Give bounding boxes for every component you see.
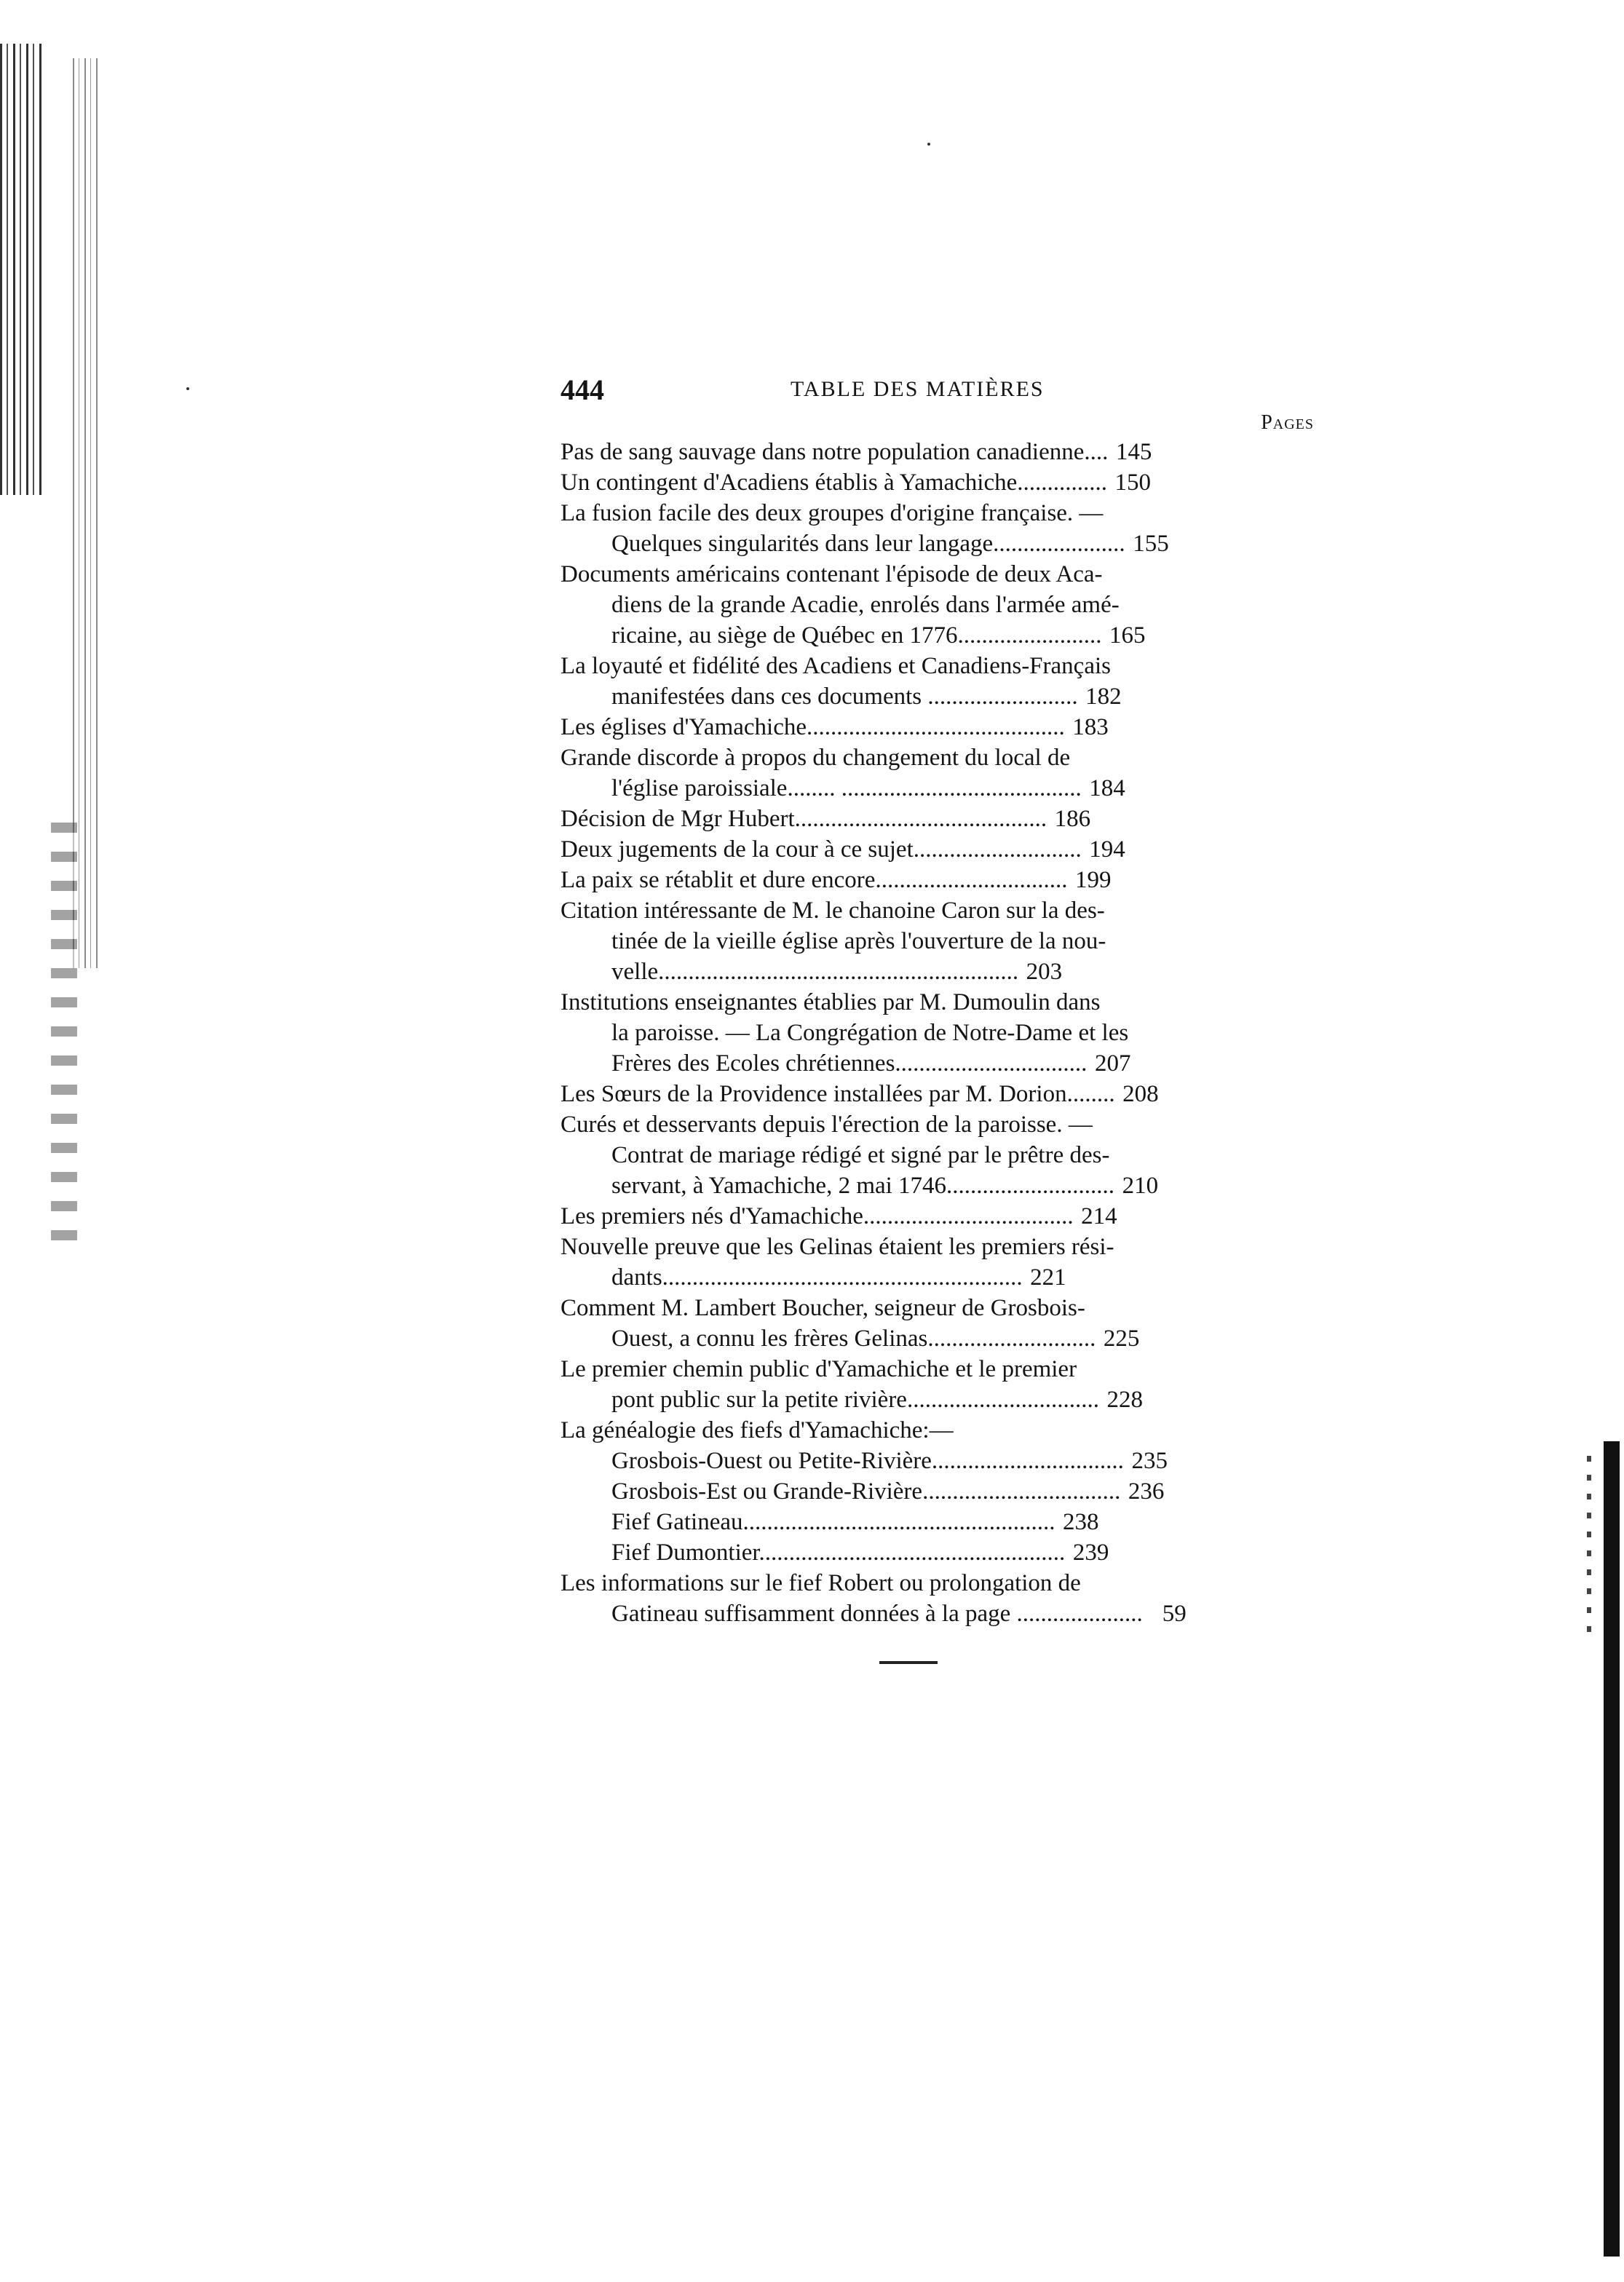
running-title: TABLE DES MATIÈRES <box>791 377 1045 401</box>
toc-page-number: 235 <box>1131 1448 1168 1474</box>
toc-entry <box>561 559 1314 651</box>
toc-entry-text: La fusion facile des deux groupes d'origine française. — <box>561 500 1104 526</box>
toc-entry-text: Fief Dumontier................................................... <box>611 1540 1066 1566</box>
toc-entry-text: tinée de la vieille église après l'ouverture de la nou- <box>611 928 1106 954</box>
toc-line <box>561 559 1314 590</box>
book-page <box>561 373 1314 1664</box>
toc-line <box>561 1201 1314 1232</box>
scan-binding-edge <box>0 44 44 495</box>
toc-page-number: 165 <box>1109 622 1146 649</box>
toc-entry-text: velle............................................................ <box>611 959 1019 985</box>
toc-page-number: 238 <box>1063 1509 1099 1535</box>
toc-entry-text: diens de la grande Acadie, enrolés dans l'armée amé- <box>611 592 1120 618</box>
toc-page-number: 183 <box>1072 714 1109 740</box>
toc-line <box>561 804 1314 834</box>
scan-right-marks <box>1587 1456 1591 1645</box>
toc-entry <box>561 1415 1314 1446</box>
toc-line <box>561 620 1314 651</box>
toc-page-number: 210 <box>1122 1173 1159 1199</box>
toc-page-number: 236 <box>1128 1478 1165 1505</box>
toc-line <box>561 651 1314 681</box>
toc-page-number: 239 <box>1072 1540 1109 1566</box>
toc-entry <box>561 987 1314 1079</box>
toc-entry-text: Quelques singularités dans leur langage...................... <box>611 531 1125 557</box>
toc-entry-text: manifestées dans ces documents ......................... <box>611 684 1078 710</box>
toc-entry-text: la paroisse. — La Congrégation de Notre-Dame et les <box>611 1020 1129 1046</box>
toc-entry-text: dants............................................................ <box>611 1264 1023 1291</box>
toc-entry-text: servant, à Yamachiche, 2 mai 1746............................ <box>611 1173 1115 1199</box>
toc-entry-text: Citation intéressante de M. le chanoine Caron sur la des- <box>561 898 1105 924</box>
toc-line <box>561 681 1314 712</box>
toc-line <box>561 1232 1314 1262</box>
toc-entry <box>561 804 1314 834</box>
toc-entry-text: Un contingent d'Acadiens établis à Yamachiche............... <box>561 470 1108 496</box>
toc-page-number: 184 <box>1089 775 1125 801</box>
toc-entry-text: Décision de Mgr Hubert.......................................... <box>561 806 1047 832</box>
toc-entry-text: Les informations sur le fief Robert ou prolongation de <box>561 1570 1081 1596</box>
toc-line <box>561 1598 1314 1629</box>
toc-entry <box>561 437 1314 467</box>
toc-entry-text: Grande discorde à propos du changement du local de <box>561 745 1071 771</box>
toc-line <box>561 742 1314 773</box>
toc-line <box>561 1446 1314 1476</box>
toc-page-number: 145 <box>1115 439 1152 465</box>
scan-right-edge <box>1604 1441 1620 2257</box>
toc-page-number: 221 <box>1030 1264 1066 1291</box>
toc-line <box>561 590 1314 620</box>
toc-entry <box>561 1354 1314 1415</box>
toc-entry-text: Documents américains contenant l'épisode de deux Aca- <box>561 561 1103 587</box>
toc-entry-text: l'église paroissiale........ ........................................ <box>611 775 1082 801</box>
toc-entry <box>561 1537 1314 1568</box>
toc-entry <box>561 467 1314 498</box>
toc-line <box>561 1568 1314 1598</box>
toc-page-number: 225 <box>1103 1326 1140 1352</box>
toc-line <box>561 1384 1314 1415</box>
toc-page-number: 228 <box>1106 1387 1143 1413</box>
toc-entry-text: Grosbois-Est ou Grande-Rivière................................. <box>611 1478 1121 1505</box>
toc-entry <box>561 1201 1314 1232</box>
toc-line <box>561 865 1314 895</box>
toc-entry <box>561 1476 1314 1507</box>
toc-page-number: 155 <box>1133 531 1169 557</box>
toc-entry <box>561 834 1314 865</box>
toc-page-number: 150 <box>1114 470 1152 496</box>
toc-line <box>561 1079 1314 1109</box>
toc-page-number: 208 <box>1122 1081 1159 1107</box>
toc-entry <box>561 1568 1314 1629</box>
toc-entry-text: Grosbois-Ouest ou Petite-Rivière................................ <box>611 1448 1124 1474</box>
toc-line <box>561 1476 1314 1507</box>
toc-line <box>561 1293 1314 1323</box>
toc-line <box>561 528 1314 559</box>
toc-entry-text: Frères des Ecoles chrétiennes................................ <box>611 1050 1088 1077</box>
toc-entry-text: Fief Gatineau.................................................... <box>611 1509 1055 1535</box>
toc-line <box>561 498 1314 528</box>
toc-line <box>561 1170 1314 1201</box>
toc-line <box>561 1507 1314 1537</box>
toc-entry <box>561 1232 1314 1293</box>
toc-page-number: 182 <box>1085 684 1122 710</box>
toc-entry <box>561 742 1314 804</box>
toc-page-number: 186 <box>1054 806 1091 832</box>
toc-line <box>561 1537 1314 1568</box>
toc-entry <box>561 865 1314 895</box>
toc-line <box>561 987 1314 1018</box>
toc-entry <box>561 1293 1314 1354</box>
scan-speck <box>927 143 930 146</box>
toc-line <box>561 1262 1314 1293</box>
end-rule <box>879 1661 938 1664</box>
toc-entry <box>561 651 1314 712</box>
toc-line <box>561 1048 1314 1079</box>
toc-page-number: 194 <box>1089 836 1125 863</box>
scan-speck <box>186 387 189 390</box>
toc-entry-text: Deux jugements de la cour à ce sujet............................ <box>561 836 1082 863</box>
toc-entry-text: pont public sur la petite rivière................................ <box>611 1387 1099 1413</box>
table-of-contents <box>561 437 1314 1629</box>
toc-entry-text: Institutions enseignantes établies par M. Dumoulin dans <box>561 989 1101 1015</box>
toc-line <box>561 1140 1314 1170</box>
toc-page-number: 203 <box>1026 959 1063 985</box>
toc-entry-text: Le premier chemin public d'Yamachiche et le premier <box>561 1356 1077 1382</box>
toc-line <box>561 926 1314 956</box>
toc-page-number: 59 <box>1162 1601 1187 1627</box>
toc-entry <box>561 1507 1314 1537</box>
toc-line <box>561 1323 1314 1354</box>
toc-entry <box>561 498 1314 559</box>
toc-entry-text: Curés et desservants depuis l'érection de la paroisse. — <box>561 1112 1093 1138</box>
toc-line <box>561 1415 1314 1446</box>
toc-entry-text: Gatineau suffisamment données à la page ..................... <box>611 1601 1143 1627</box>
toc-entry <box>561 1079 1314 1109</box>
toc-entry-text: La paix se rétablit et dure encore................................ <box>561 867 1068 893</box>
toc-entry <box>561 1446 1314 1476</box>
toc-entry-text: Contrat de mariage rédigé et signé par le prêtre des- <box>611 1142 1110 1168</box>
toc-page-number: 199 <box>1074 867 1112 893</box>
toc-entry-text: Les Sœurs de la Providence installées par M. Dorion........ <box>561 1081 1115 1107</box>
toc-entry-text: La généalogie des fiefs d'Yamachiche:— <box>561 1417 954 1443</box>
toc-entry <box>561 712 1314 742</box>
toc-entry-text: Les premiers nés d'Yamachiche................................... <box>561 1203 1074 1229</box>
toc-page-number: 207 <box>1094 1050 1131 1077</box>
toc-page-number: 214 <box>1081 1203 1117 1229</box>
toc-line <box>561 712 1314 742</box>
toc-line <box>561 895 1314 926</box>
toc-line <box>561 467 1314 498</box>
toc-line <box>561 1109 1314 1140</box>
toc-line <box>561 773 1314 804</box>
toc-entry-text: Nouvelle preuve que les Gelinas étaient les premiers rési- <box>561 1234 1114 1260</box>
toc-entry-text: La loyauté et fidélité des Acadiens et Canadiens-Français <box>561 653 1111 679</box>
toc-line <box>561 834 1314 865</box>
toc-entry-text: Pas de sang sauvage dans notre population canadienne.... <box>561 439 1109 465</box>
toc-entry <box>561 1109 1314 1201</box>
toc-entry <box>561 895 1314 987</box>
pages-column-label: Pages <box>1261 411 1314 434</box>
scan-binding-marks <box>51 823 77 1259</box>
page-header <box>561 373 1314 409</box>
page-number: 444 <box>561 373 604 406</box>
scan-binding-shadow <box>73 58 102 968</box>
toc-line <box>561 956 1314 987</box>
toc-line <box>561 1354 1314 1384</box>
toc-line <box>561 1018 1314 1048</box>
toc-entry-text: Comment M. Lambert Boucher, seigneur de Grosbois- <box>561 1295 1085 1321</box>
toc-entry-text: Les églises d'Yamachiche........................................... <box>561 714 1065 740</box>
toc-line <box>561 437 1314 467</box>
toc-entry-text: ricaine, au siège de Québec en 1776........................ <box>611 622 1102 649</box>
toc-entry-text: Ouest, a connu les frères Gelinas............................ <box>611 1326 1096 1352</box>
